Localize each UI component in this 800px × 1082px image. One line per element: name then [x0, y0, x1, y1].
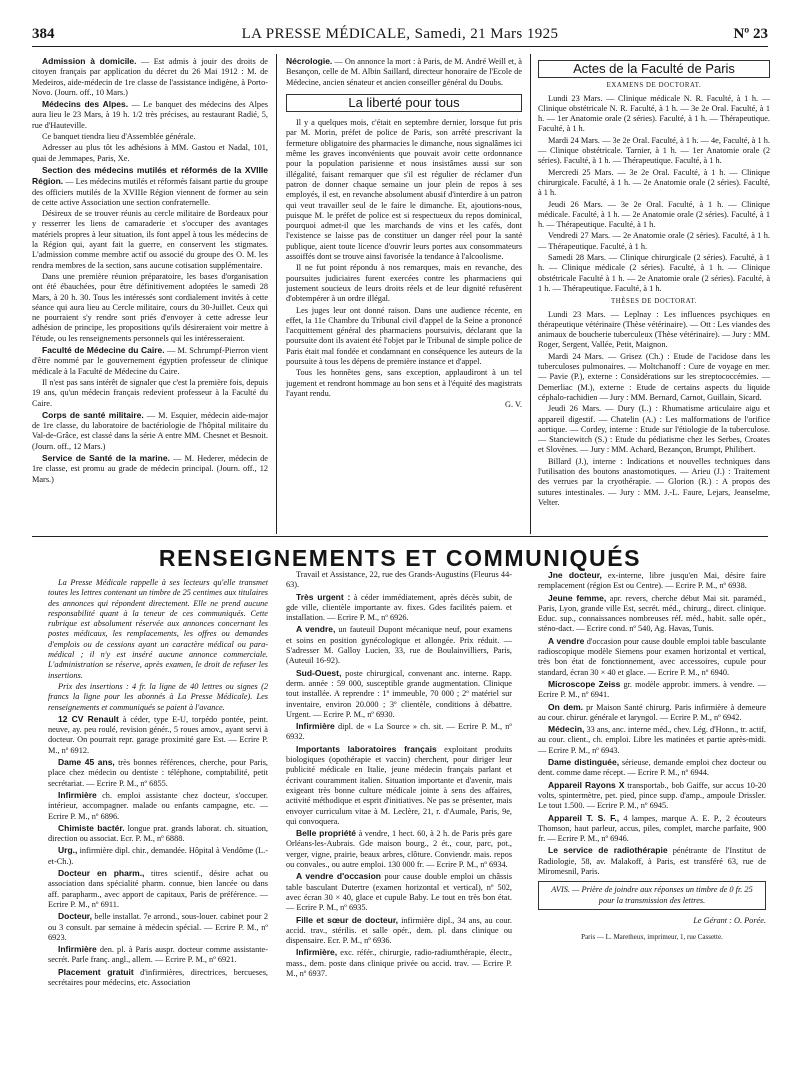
paragraph: Tous les honnêtes gens, sans exception, applaudiront à un tel jugement et rendront hommage au bon sens et à l'équité des magistrats l'ayant rendu. [286, 368, 522, 398]
paragraph-text: à céder, type E-U, torpédo pontée, peint. neuve, ay. peu roulé, revision génér., 5 roues amov., ayant servi à docteur. On pourrait repr. garage proximité gare Est. — Ecrire P. M., nº 6912. [48, 714, 268, 755]
paragraph-text: un fauteuil Dupont mécanique neuf, pour examens et soins en position gynécologique et allongée. Prix réduit. — S'adresser M. Galloy Lucien, 33, rue de Boulainvilliers, Paris, (Auteuil 16-92). [286, 625, 512, 666]
ads-column-right [538, 570, 766, 1068]
paragraph [48, 790, 268, 822]
paragraph-text: Travail et Assistance, 22, rue des Grands-Augustins (Fleurus 44-63). [286, 570, 512, 590]
paragraph-lead: On dem. [548, 701, 584, 712]
paragraph [48, 845, 268, 867]
paragraph-text: pénétrante de l'Institut de Radiologie, 58, av. Malakoff, à Paris, est transféré 63, rue de Miromesnil, Paris. [538, 846, 766, 877]
paragraph-text: apr. revers, cherche début Mai sit. paraméd., Paris, Lyon, grande ville Est, secrét. méd., chirurg., direct. clinique. Educ. sup., connaissances nombreuses réf. méd., habit. salle opér., sténo-dact. — Ecrire cond. nº 540, Ag. Havas, Tunis. [538, 593, 766, 634]
paragraph [32, 209, 268, 271]
gerant-line: Le Gérant : O. Porée. [693, 915, 766, 925]
paragraph-lead: Appareil Rayons X [548, 779, 625, 790]
paragraph: Jeudi 26 Mars. — Dury (L.) : Rhumatisme articulaire aigu et appareil digestif. — Chatelin (A.) : Les malformations de l'orifice aortique. — Cordey, interne : Etude sur l'étiologie de la tuberculose. — Stanciewitch (S.) : Etude du pédiatisme chez les Serbes, Croates et Slovènes. — Jury : MM. Achard, Bezançon, Brumpt, Philibert. [538, 404, 770, 455]
paragraph-text: exc. référ., chirurgie, radio-radiumthérapie, électr., mass., dem. poste dans clinique privée ou accid. trav. — Ecrire P. M., nº 6937. [286, 948, 512, 978]
paragraph [48, 868, 268, 910]
paragraph: Mardi 24 Mars. — 3e 2e Oral. Faculté, à 1 h. — 4e, Faculté, à 1 h. — Clinique obstétricale. Tarnier, à 1 h. — 1er Anatomie orale (2 séries). Faculté, à 1 h. — Thérapeutique. Faculté, à 1 h. [538, 135, 770, 166]
paragraph: Mercredi 25 Mars. — 3e 2e Oral. Faculté, à 1 h. — Clinique chirurgicale. Faculté, à 1 h. — 2e Anatomie orale (2 séries). Faculté, à 1 h. [538, 167, 770, 198]
paragraph-lead: Docteur en pharm., [58, 868, 145, 879]
paragraph-text: Adresser au plus tôt les adhésions à MM. Gastou et Nadal, 101, quai de Jemmapes, Paris, Xe. [32, 143, 268, 163]
paragraph [32, 272, 268, 344]
paragraph-lead: Le service de radiothérapie [548, 845, 668, 856]
paragraph [538, 780, 766, 812]
liberty-title: La liberté pour tous [286, 94, 522, 112]
paragraph [32, 132, 268, 142]
paragraph-lead: Fille et sœur de docteur, [296, 914, 399, 925]
paragraph [48, 967, 268, 989]
paragraph-text: Dans une première réunion préparatoire, les bases d'organisation ont été ébauchées, pour être définitivement adoptées le samedi 28 Mars, à 20 h. 30. Tous les intéressés sont cordialement invités à cette séance qui aura lieu au Cercle militaire, cours du 30-Juillet. Ceux qui ne pourraient s'y rendre sont priés d'envoyer à cette adresse leur adhésion de principe, les propositions qu'ils désireraient voir mettre à l'étude, ou les renseignements personnels qui les intéresseraient. [32, 271, 268, 343]
exams-list [538, 94, 770, 295]
paragraph [32, 99, 268, 131]
paragraph: Les juges leur ont donné raison. Dans une audience récente, en effet, la 11e Chambre du Tribunal civil d'appel de la Seine a prononcé l'acquittement général des pharmaciens poursuivis, déclarant que la poursuite dont ils avaient été l'objet par le Tribunal de simple police de Paris était mal fondée et condamnant en conséquence les auteurs de la poursuite à tous les dépens de première instance et d'appel. [286, 305, 522, 367]
exams-heading: EXAMENS DE DOCTORAT. [606, 82, 702, 90]
paragraph-lead: Infirmière [296, 721, 335, 732]
paragraph [48, 911, 268, 943]
paragraph-text: — Est admis à jouir des droits de citoyen français par application du décret du 26 Mai 1912 : M. de Medeiros, aide-médecin de 1re classe de l'assistance indigène, à Porto-Novo. (Journ. off., 10 Mars.) [32, 57, 268, 97]
header-rule [32, 46, 768, 47]
theses-heading: THÈSES DE DOCTORAT. [610, 298, 698, 306]
paragraph: Lundi 23 Mars. — Clinique médicale N. R. Faculté, à 1 h. — Clinique obstétricale N. R. Faculté, à 1 h. — 3e 2e Oral. Faculté, à 1 h. — 1er Anatomie orale (2 séries). Faculté, à 1 h. — Thérapeutique. Faculté, à 1 h. [538, 93, 770, 134]
ads-column-left [48, 578, 268, 1068]
paragraph [538, 593, 766, 635]
paragraph [32, 56, 268, 98]
paragraph [538, 570, 766, 592]
paragraph: Mardi 24 Mars. — Grisez (Ch.) : Etude de l'acidose dans les tuberculoses pulmonaires. — Moltchanoff : Cure de voyage en mer. — Pavie (P.), externe : Considérations sur les streptococcémies. — Demerliac (M.), externe : Etude de certains aspects du liquide céphalo-rachidien — Jury : MM. Bernard, Carnot, Guillain, Sicard. [538, 351, 770, 402]
paragraph [48, 823, 268, 845]
column-news-center [286, 56, 522, 534]
paragraph-lead: Infirmière [58, 789, 97, 800]
faculty-title: Actes de la Faculté de Paris [538, 60, 770, 78]
paragraph-lead: Microscope Zeiss [548, 678, 621, 689]
issue-number: Nº 23 [733, 26, 768, 42]
paragraph [538, 845, 766, 877]
paragraph-text: infirmière dipl. chir., demandée. Hôpital à Vendôme (L.-et-Ch.). [48, 846, 268, 866]
paragraph-text: poste chirurgical, convenant anc. interne. Rapp. derm. année : 59 000, susceptible grande augmentation. Clinique tout installée. A reprendre : 1º immeuble, 70 000 ; 2º matériel sur inventaire, environ 20.000 ; 3º clientèle, conditions à débattre. Urgent. — Ecrire P. M., nº 6930. [286, 668, 512, 719]
necrology-text: — On annonce la mort : à Paris, de M. André Weill et, à Besançon, celle de M. Albin Saillard, directeur honoraire de l'Ecole de Médecine, ancien sénateur et ancien conseiller général du Doubs. [286, 57, 522, 87]
necrology-lead: Nécrologie. [286, 56, 333, 66]
paragraph [538, 702, 766, 724]
column-faculty [538, 60, 770, 534]
paragraph-lead: Urg., [58, 845, 78, 856]
paragraph [286, 570, 512, 591]
paragraph-text: La Presse Médicale rappelle à ses lecteurs qu'elle transmet toutes les lettres contenant un timbre de 25 centimes aux titulaires des annonces qui répondent directement. Elle ne prend aucune responsabilité quant à la teneur de ces communiqués. Cette rubrique est absolument réservée aux annonces concernant les postes médicaux, les remplacements, les offres ou demandes d'emplois ou de cessions ayant un caractère médical ou para-médical ; il n'y est inséré aucune annonce commerciale. L'administration se réserve, après examen, le droit de refuser les insertions. [48, 578, 268, 680]
paragraph-lead: Faculté de Médecine du Caire. [42, 345, 165, 356]
paragraph-lead: A vendre d'occasion [296, 871, 381, 882]
paragraph-text: titres scientif., désire achat ou association dans spécialité pharm. connue, bien lancée ou dans aff. parapharm., avec apport de capitaux, Paris de préférence. — Ecrire P. M., nº 6911. [48, 869, 268, 909]
avis-box: AVIS. — Prière de joindre aux réponses un timbre de 0 fr. 25 pour la transmission des lettres. [538, 881, 766, 910]
theses-list [538, 310, 770, 509]
paragraph [48, 578, 268, 681]
paragraph-text: d'infirmières, directrices, bercueses, secrétaires pour médecins, etc. Association [48, 967, 268, 987]
paragraph-lead: 12 CV Renault [58, 713, 119, 724]
article-signature: G. V. [505, 400, 522, 410]
paragraph-text: Il n'est pas sans intérêt de signaler que c'est la première fois, depuis 19 ans, qu'un médecin français redevient professeur à la Faculté du Caire. [32, 377, 268, 408]
paragraph-text: transportab., bob Gaiffe, sur accus 10-20 volts, spintermètre, pet. pied, pince supp. d'amp., ampoule Drissler. Le tout 1.500. — Ecrire P. M., nº 6945. [538, 780, 766, 811]
paragraph-text: infirmière dipl., 34 ans, au cour. accid. trav., stérilis. et salle opér., dem. pl. dans clinique ou dispensaire. Ecr. P. M., nº 6936. [286, 915, 512, 946]
paragraph [286, 828, 512, 870]
paragraph-text: ex-interne, libre jusqu'en Mai, désire faire remplacement (région Est ou Centre). — Ecrire P. M., nº 6938. [538, 571, 766, 591]
column-news-left [32, 56, 268, 534]
paragraph: Il y a quelques mois, c'était en septembre dernier, lorsque fut pris par M. Morin, préfet de police de Paris, son arrêté prescrivant la fermeture obligatoire des pharmacies le dimanche, nous signalâmes ici même les graves inconvénients que pouvait avoir cette ordonnance pour la population parisienne et nous insistâmes aussi sur son illégalité, faisant remarquer que s'il est régulier de réclamer d'un patron de donner chaque semaine un jour plein de repos à ses employés, il est, en revanche absolument abusif d'interdire à un patron qui veut travailler seul de le faire le dimanche. Et, ajoutions-nous, puisque M. le préfet de police est si respectueux du repos dominical, pourquoi admet-il que les marchands de vins et les cafés, dont l'existence se laisse pas de constituer un danger réel pour la santé publique, aient toute licence d'ouvrir leurs portes aux consommateurs assoiffés dont se trouve ainsi favorisée la tendance à l'alcoolisme. [286, 118, 522, 262]
paragraph [538, 813, 766, 845]
paragraph [32, 453, 268, 485]
paragraph-lead: Très urgent : [296, 591, 351, 602]
paragraph [286, 915, 512, 947]
paragraph-text: Ce banquet tiendra lieu d'Assemblée générale. [42, 132, 196, 142]
paragraph-text: pour cause double emploi un châssis table basculant Dutertre (examen horizontal et vertical), nº 502, avec écran 30 × 40, glace et cupule Baby. Le tout en très bon état. — Ecrire P. M., nº 6935. [286, 872, 512, 913]
paragraph-lead: Service de Santé de la marine. [42, 452, 170, 463]
paragraph [286, 871, 512, 913]
paragraph [32, 345, 268, 377]
paragraph [48, 944, 268, 966]
paragraph: Jeudi 26 Mars. — 3e 2e Oral. Faculté, à 1 h. — Clinique médicale. Faculté, à 1 h. — 2e Anatomie orale (2 séries). Faculté, à 1 h. — Thérapeutique. Faculté, à 1 h. [538, 199, 770, 230]
paragraph-text: Prix des insertions : 4 fr. la ligne de 40 lettres ou signes (2 francs la ligne pour les abonnés à La Presse Médicale). Les renseignements et communiqués se paient à l'avance. [48, 681, 268, 712]
paragraph-text: ch. emploi assistante chez docteur, s'occuper. intérieur, accompagner. malade ou enfants campagne, etc. — Ecrire P. M., nº 6896. [48, 790, 268, 821]
paragraph-text: — M. Esquier, médecin aide-major de 1re classe, du laboratoire de bactériologie de l'hôpital militaire du Val-de-Grâce, est classé dans la série A entre MM. Chesnet et Besnoit. (Journ. off., 12 Mars.) [32, 410, 268, 451]
paragraph [32, 378, 268, 409]
paragraph-lead: Appareil T. S. F., [548, 812, 620, 823]
paragraph-text: sérieuse, demande emploi chez docteur ou dent. comme dame récept. — Ecrire P. M., nº 6944. [538, 758, 766, 778]
paragraph: Lundi 23 Mars. — Leplnay : Les influences psychiques en thérapeutique vétérinaire (Thèse vétérinaire). — Ott : Les viandes des animaux de boucherie tuberculeux (Thèse vétérinaire). — Jury : MM. Roger, Sergent, Vallée, Petit, Maignon. [538, 309, 770, 350]
paragraph [286, 947, 512, 979]
paragraph-text: 33 ans, anc. interne méd., chev. Lég. d'Honn., tr. actif, au cour. client., ch. emploi. Libre les matinées et partie après-midi. — Ecrire P. M., nº 6943. [538, 725, 766, 755]
paragraph [32, 165, 268, 208]
paragraph [48, 757, 268, 789]
paragraph-lead: Infirmière [58, 944, 97, 955]
paragraph-lead: Sud-Ouest, [296, 667, 342, 678]
paragraph-lead: Section des médecins mutilés et réformés de la XVIIIe Région. [32, 164, 268, 187]
paragraph-text: — Le banquet des médecins des Alpes aura lieu le 23 Mars, à 19 h. 1/2 très précises, au restaurant Radié, 5, rue d'Hauteville. [32, 100, 268, 130]
paragraph [48, 714, 268, 756]
paragraph [538, 724, 766, 756]
paragraph-lead: Infirmière, [296, 947, 338, 958]
paragraph [286, 668, 512, 720]
page-title: LA PRESSE MÉDICALE, Samedi, 21 Mars 1925 [241, 26, 559, 42]
paragraph [32, 143, 268, 164]
paragraph-lead: A vendre [548, 635, 585, 646]
section-title: RENSEIGNEMENTS ET COMMUNIQUÉS [158, 545, 642, 571]
paragraph-text: à céder immédiatement, après décès subit, de gde ville, clientèle importante av. fixes. Gdes facilités paiem. et installation. — Ecrire P. M., nº 6926. [286, 592, 512, 623]
paragraph-text: d'occasion pour cause double emploi table basculante radioscopique modèle Siemens pour examen horizontal et vertical, très bon état de fonctionnement, avec accessoires, cupule pour standard, écran 30 × 40 et glace. — Ecrire P. M., nº 6940. [538, 636, 766, 677]
page-number: 384 [32, 26, 55, 42]
paragraph [48, 682, 268, 713]
paragraph-text: den. pl. à Paris auspr. docteur comme assistante-secrét. Parle franç. angl., allem. — Ecrire P. M., nº 6921. [48, 945, 268, 965]
paragraph-lead: Dame 45 ans, [58, 757, 115, 768]
ads-right-list [538, 570, 766, 877]
paragraph-text: très bonnes références, cherche, pour Paris, place chez médecin ou dentiste : téléphone, comptabilité, petit secrétariat. — Ecrire P. M., nº 6855. [48, 758, 268, 788]
paragraph-lead: Corps de santé militaire. [42, 409, 144, 420]
printer-line: Paris — L. Maretheux, imprimeur, 1, rue Cassette. [581, 933, 723, 942]
paragraph [538, 757, 766, 779]
paragraph-text: pr Maison Santé chirurg. Paris infirmière à demeure au cour. chirur. générale et laryngol. — Ecrire P. M., nº 6942. [538, 702, 766, 722]
paragraph-text: gr. modèle approbr. immers. à vendre. — Ecrire P. M., nº 6941. [538, 679, 766, 700]
paragraph-lead: Jeune femme, [548, 592, 607, 603]
paragraph-text: 4 lampes, marque A. E. P., 2 écouteurs Thomson, haut parleur, accus, piles, complet, marche parfaite, 900 fr. — Ecrire P. M., nº 6946. [538, 813, 766, 844]
paragraph-text: dipl. de « La Source » ch. sit. — Ecrire P. M., nº 6932. [286, 722, 512, 742]
paragraph-lead: Dame distinguée, [548, 757, 620, 768]
paragraph-lead: Admission à domicile. [42, 56, 137, 66]
paragraph-text: — M. Schrumpf-Pierron vient d'être nommé par le gouvernement égyptien professeur de clinique médicale à la Faculté de Médecine du Caire. [32, 346, 268, 376]
paragraph-lead: Belle propriété [296, 828, 356, 839]
paragraph-lead: Médecin, [548, 724, 585, 735]
paragraph-lead: A vendre, [296, 624, 336, 635]
paragraph: Il ne fut point répondu à nos remarques, mais en revanche, des poursuites judiciaires furent exercées contre les pharmaciens qui justement soucieux de leurs droits réels et de leur dignité refusèrent d'obtempérer à un ordre illégal. [286, 263, 522, 304]
ads-column-center [286, 570, 512, 1068]
paragraph-lead: Docteur, [58, 911, 93, 922]
paragraph: Samedi 28 Mars. — Clinique chirurgicale (2 séries). Faculté, à 1 h. — Clinique médicale (2 séries). Faculté, à 1 h. — Clinique obstétricale Faculté à 1 h. — 2e Anatomie orale (2 séries). Faculté, à 1 h. — Thérapeutique. Faculté, à 1 h. [538, 253, 770, 293]
paragraph-text: exploitant produits biologiques (opothérapie et vaccin) cherchent, pour diriger leur publicité médicale en Italie, jeune médecin français parlant et écrivant couramment italien. Situation importante et d'avenir, mais exigeant très bonne culture médicale jointe à sens des affaires, activité méthodique et esprit d'initiatives. Ne pas se présenter, mais envoyer curriculum vitae à M. Leclère, 21, r. d'Aumale, Paris, 9e, qui convoquera. [286, 744, 512, 826]
paragraph-lead: Médecins des Alpes. [42, 99, 129, 110]
paragraph: Billard (J.), interne : Indications et nouvelles techniques dans l'utilisation des boutons anastomotiques. — Arieu (J.) : Traitement des verrues par la cryothérapie. — Glorion (R.) : A propos des sutures intestinales. — Jury : MM. J.-L. Faure, Lejars, Jeanselme, Velter. [538, 456, 770, 507]
paragraph [286, 744, 512, 827]
paragraph-lead: Importants laboratoires français [296, 743, 437, 754]
paragraph-lead: Chimiste bactér. [58, 822, 125, 833]
column-divider [530, 54, 531, 534]
paragraph-text: — M. Hederer, médecin de 1re classe, est promu au grade de médecin principal. (Journ. off., 12 Mars.) [32, 453, 268, 484]
paragraph [286, 721, 512, 743]
paragraph [32, 410, 268, 452]
section-rule [32, 536, 768, 537]
column-divider [276, 54, 277, 534]
paragraph-text: — Les médecins mutilés et réformés faisant partie du groupe des officiers mutilés de la XVIIIe Région viennent de former au sein de cette active Association une section confraternelle. [32, 177, 268, 207]
paragraph [538, 636, 766, 678]
paragraph-lead: Placement gratuit [58, 966, 134, 977]
paragraph-text: Désireux de se trouver réunis au cercle militaire de Bordeaux pour y resserrer les liens de camaraderie et s'occuper des avantages matériels propres à leur situation, ils font appel à tous les médecins de la Région qui, ayant fait la guerre, en conservent les stigmates. L'admission comme membre actif ou associé du groupe des O. M. les rendra membres de la section, sans aucune cotisation supplémentaire. [32, 209, 268, 270]
paragraph [538, 679, 766, 701]
paragraph-text: belle installat. 7e arrond., sous-louer. cabinet pour 2 ou 3 consult. par semaine à médecin spécial. — Ecrire P. M., nº 6923. [48, 912, 268, 942]
paragraph-text: longue prat. grands laborat. ch. situation, direction ou associat. Ecr. P. M., nº 6888. [48, 823, 268, 844]
paragraph-text: à vendre, 1 hect. 60, à 2 h. de Paris près gare Orléans-les-Aubrais. Gde maison bourg., 2 ét., cour, parc, pot., verger, vigne, prairie, beaux arbres, clôture. Conviendr. mais. repos ou convales., ou autre emploi. 130 000 fr. — Ecrire P. M., nº 6934. [286, 829, 512, 870]
paragraph [286, 592, 512, 624]
paragraph [286, 624, 512, 666]
page-header [32, 26, 768, 46]
liberty-article [286, 118, 522, 399]
paragraph-lead: Jne docteur, [548, 570, 602, 580]
paragraph: Vendredi 27 Mars. — 2e Anatomie orale (2 séries). Faculté, à 1 h. — Thérapeutique. Faculté, à 1 h. [538, 231, 770, 251]
